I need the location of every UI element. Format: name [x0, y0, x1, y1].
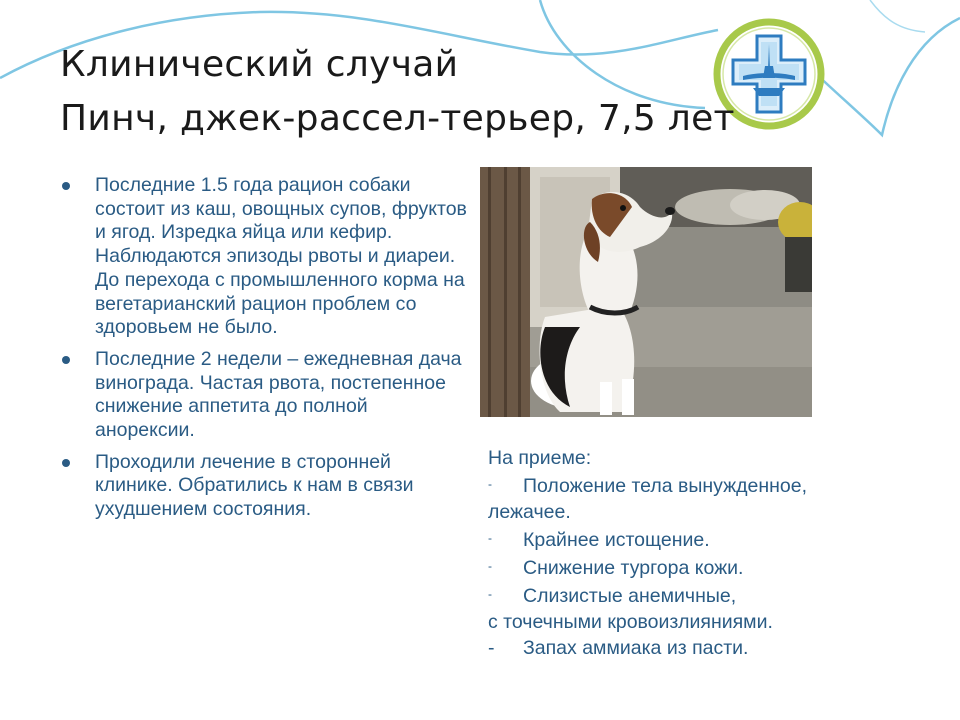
bullet-dot-icon — [62, 459, 70, 467]
list-item — [60, 348, 470, 443]
title-line-patient: Пинч, джек-рассел-терьер, 7,5 лет — [60, 98, 735, 139]
exam-item-text: Положение тела вынужденное, — [523, 475, 808, 497]
dash-marker: - — [488, 477, 492, 491]
bullet-text: Проходили лечение в сторонней клинике. Обратились к нам в связи ухудшением состояния. — [95, 450, 414, 521]
bullet-dot-icon — [62, 356, 70, 364]
exam-item-text: Крайнее истощение. — [523, 529, 710, 551]
list-item — [60, 451, 470, 522]
list-item — [488, 553, 928, 581]
exam-item-text: Снижение тургора кожи. — [523, 557, 744, 579]
dash-marker: - — [488, 587, 492, 601]
list-item — [488, 525, 928, 553]
bullet-text: Последние 1.5 года рацион собаки состоит из каш, овощных супов, фруктов и ягод. Изредка яйца или кефир. Наблюдаются эпизоды рвоты и диареи. До перехода с промышленного корма на вегетарианский рацион проблем со здоровьем не было. — [95, 174, 467, 339]
exam-item-continuation: с точечными кровоизлияниями. — [488, 611, 773, 633]
slide-title — [60, 38, 735, 146]
list-item — [488, 635, 928, 661]
list-item — [60, 174, 470, 340]
exam-item-text: Запах аммиака из пасти. — [523, 637, 749, 659]
title-line-case: Клинический случай — [60, 44, 459, 85]
examination-findings — [488, 445, 928, 661]
dash-marker: - — [488, 559, 492, 573]
dash-marker: - — [488, 637, 495, 659]
exam-heading: На приеме: — [488, 447, 592, 469]
history-bullet-list — [60, 174, 470, 530]
dog-photo-image — [480, 167, 812, 417]
bullet-dot-icon — [62, 182, 70, 190]
exam-item-continuation: лежачее. — [488, 501, 571, 523]
dash-marker: - — [488, 531, 492, 545]
list-item — [488, 581, 928, 609]
bullet-text: Последние 2 недели – ежедневная дача винограда. Частая рвота, постепенное снижение аппетита до полной анорексии. — [95, 347, 462, 442]
exam-item-text: Слизистые анемичные, — [523, 585, 737, 607]
list-item — [488, 471, 928, 499]
